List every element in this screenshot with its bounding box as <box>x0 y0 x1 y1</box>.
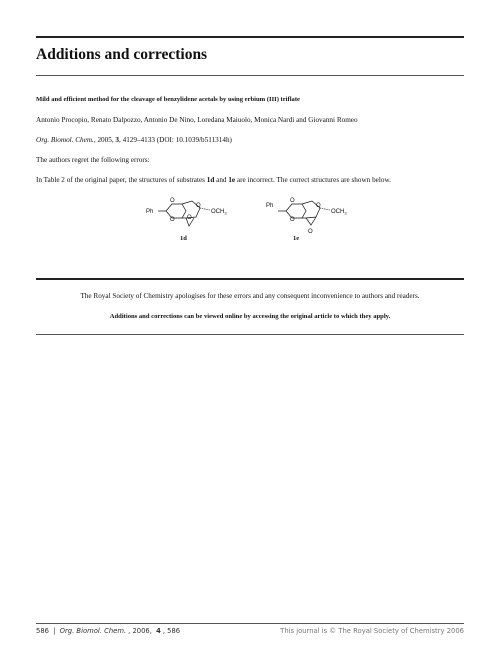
citation-volume: 3 <box>115 136 119 144</box>
s2-o-left: O <box>290 217 295 223</box>
footer-journal: Org. Biomol. Chem. <box>59 627 127 635</box>
title-underline <box>36 75 464 76</box>
footer-pages: , 586 <box>162 627 181 635</box>
s1-ome: $OCH_3$ <box>211 209 227 216</box>
footer-separator: | <box>53 627 56 635</box>
citation-journal: Org. Biomol. Chem. <box>36 136 94 144</box>
correction-text <box>36 176 391 184</box>
structures-svg <box>140 196 360 248</box>
s2-label: 1e <box>293 235 300 242</box>
top-rule <box>36 36 464 38</box>
s1-label: 1d <box>180 235 187 242</box>
article-title: Mild and efficient method for the cleavage of benzylidene acetals by using erbium (III) triflate <box>36 96 300 103</box>
footer-rule <box>36 623 464 624</box>
citation-rest: , 4129–4133 (DOI: 10.1039/b511314h) <box>119 136 232 144</box>
footer-left <box>36 627 182 635</box>
structure-1e-bonds <box>278 201 330 225</box>
author-list: Antonio Procopio, Renato Dalpozzo, Antonio De Nino, Loredana Maiuolo, Monica Nardi and Giovanni Romeo <box>36 116 358 124</box>
compound-1e-ref: 1e <box>228 176 236 184</box>
footer-page-number: 586 <box>36 627 49 635</box>
structure-1e-text <box>266 198 347 242</box>
page-footer <box>36 627 464 635</box>
correction-mid: and <box>214 176 229 184</box>
compound-1d-ref: 1d <box>206 176 215 184</box>
bottom-rule <box>36 334 464 335</box>
footer-year: , 2006, <box>128 627 155 635</box>
s2-ph: Ph <box>266 203 274 209</box>
correction-before: In Table 2 of the original paper, the structures of substrates <box>36 176 207 184</box>
apology-text: The Royal Society of Chemistry apologises for these errors and any consequent inconvenience to authors and readers. <box>80 292 420 300</box>
s2-o-epoxide: O <box>308 229 313 235</box>
s1-o-left: O <box>170 217 175 223</box>
s1-o-ring: O <box>196 203 201 209</box>
mid-rule <box>36 278 464 280</box>
s1-o-mid: O <box>187 215 192 221</box>
s2-ome: $OCH_3$ <box>331 209 347 216</box>
chemical-structures <box>140 196 360 248</box>
citation-year: , 2005, <box>93 136 116 144</box>
online-note: Additions and corrections can be viewed online by accessing the original article to which they apply. <box>109 313 391 320</box>
s2-o-top: O <box>290 198 295 204</box>
structure-1d-bonds <box>158 201 210 226</box>
correction-after: are incorrect. The correct structures are shown below. <box>235 176 391 184</box>
page-title: Additions and corrections <box>36 46 208 63</box>
structure-1d-text <box>146 198 227 242</box>
footer-copyright: This journal is © The Royal Society of Chemistry 2006 <box>280 627 464 635</box>
footer-volume: 4 <box>156 627 161 635</box>
s1-o-top: O <box>170 198 175 204</box>
s2-o-ring: O <box>316 203 321 209</box>
citation <box>36 136 232 144</box>
regret-statement: The authors regret the following errors: <box>36 156 150 164</box>
s1-ph: Ph <box>146 209 154 215</box>
